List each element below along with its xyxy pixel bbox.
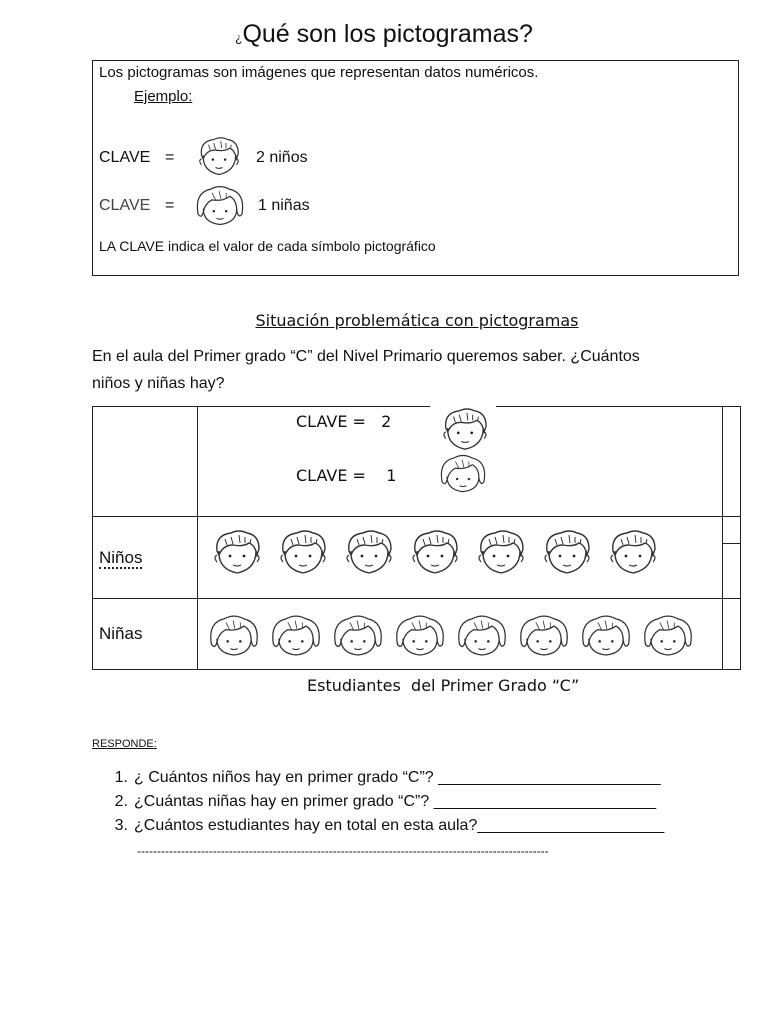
boy-face-icon	[340, 529, 398, 577]
key-note	[99, 238, 436, 254]
girl-face-icon	[516, 613, 572, 659]
problem-heading: Situación problemática con pictogramas	[255, 311, 579, 330]
key2-label: CLAVE	[99, 197, 151, 214]
table-cell-empty	[93, 407, 198, 517]
girl-face-icon	[191, 184, 249, 228]
girl-face-icon	[454, 613, 510, 659]
key-note-rest: indica el valor de cada símbolo pictográfico	[164, 238, 436, 254]
pictogram-table	[92, 406, 741, 670]
question-item	[106, 814, 664, 838]
table-row	[93, 517, 741, 599]
question-item	[106, 766, 664, 790]
girls-label: Niñas	[99, 624, 143, 643]
table-key1: CLAVE = 2	[296, 412, 392, 431]
problem-text-line2: niños y niñas hay?	[92, 375, 225, 392]
question-text: ¿Cuántas niñas hay en primer grado “C”? _________________________	[134, 793, 657, 810]
girl-face-icon	[206, 613, 262, 659]
boys-label: Niños	[99, 547, 143, 567]
question-number: 2.	[114, 793, 128, 810]
question-item	[106, 790, 664, 814]
boys-icon-row	[208, 529, 670, 579]
questions-list	[106, 766, 664, 838]
table-caption: Estudiantes del Primer Grado “C”	[307, 676, 580, 695]
girl-face-icon	[330, 613, 386, 659]
boys-icons-cell	[198, 517, 723, 599]
boy-face-icon	[406, 529, 464, 577]
question-number: 3.	[114, 817, 128, 834]
table-row	[93, 599, 741, 670]
example-label: Ejemplo:	[134, 88, 193, 105]
table-key2: CLAVE = 1	[296, 466, 397, 485]
boy-face-icon	[274, 529, 332, 577]
boy-face-icon	[538, 529, 596, 577]
definition-text: Los pictogramas son imágenes que representan datos numéricos.	[99, 64, 539, 81]
row-label-girls	[93, 599, 198, 670]
key2-value: 1 niñas	[258, 197, 310, 214]
key-note-bold: LA CLAVE	[99, 238, 165, 254]
key1-label: CLAVE	[99, 149, 151, 166]
table-key-row	[93, 407, 741, 517]
title-prefix: ¿	[235, 31, 243, 45]
respond-label: RESPONDE:	[92, 738, 157, 750]
title-text: Qué son los pictogramas?	[242, 20, 533, 48]
boy-face-icon	[604, 529, 662, 577]
girl-face-icon	[392, 613, 448, 659]
question-text: ¿ Cuántos niños hay en primer grado “C”? _________________________	[134, 769, 661, 786]
girl-face-icon	[578, 613, 634, 659]
boy-face-icon	[472, 529, 530, 577]
table-key-cell	[198, 407, 723, 517]
boy-face-icon	[208, 529, 266, 577]
boy-face-icon	[434, 407, 496, 453]
question-text: ¿Cuántos estudiantes hay en total en esta aula?_____________________	[134, 817, 665, 834]
table-side-cell	[723, 407, 741, 517]
problem-text-line1: En el aula del Primer grado “C” del Nivel Primario queremos saber. ¿Cuántos	[92, 348, 640, 365]
page-title	[0, 20, 768, 49]
girls-icons-cell	[198, 599, 723, 670]
table-side-cell	[723, 599, 741, 670]
girl-face-icon	[268, 613, 324, 659]
question-number: 1.	[114, 769, 128, 786]
answer-dashes: -------------------------------------------------------------------------------------------------------	[137, 844, 549, 858]
key1-value: 2 niños	[256, 149, 308, 166]
row-label-boys	[93, 517, 198, 599]
key1-equals: =	[165, 149, 175, 166]
key2-equals: =	[165, 197, 175, 214]
girl-face-icon	[432, 453, 494, 495]
girls-icon-row	[206, 613, 702, 661]
boy-face-icon	[194, 136, 244, 178]
table-side-cell	[723, 517, 741, 599]
girl-face-icon	[640, 613, 696, 659]
